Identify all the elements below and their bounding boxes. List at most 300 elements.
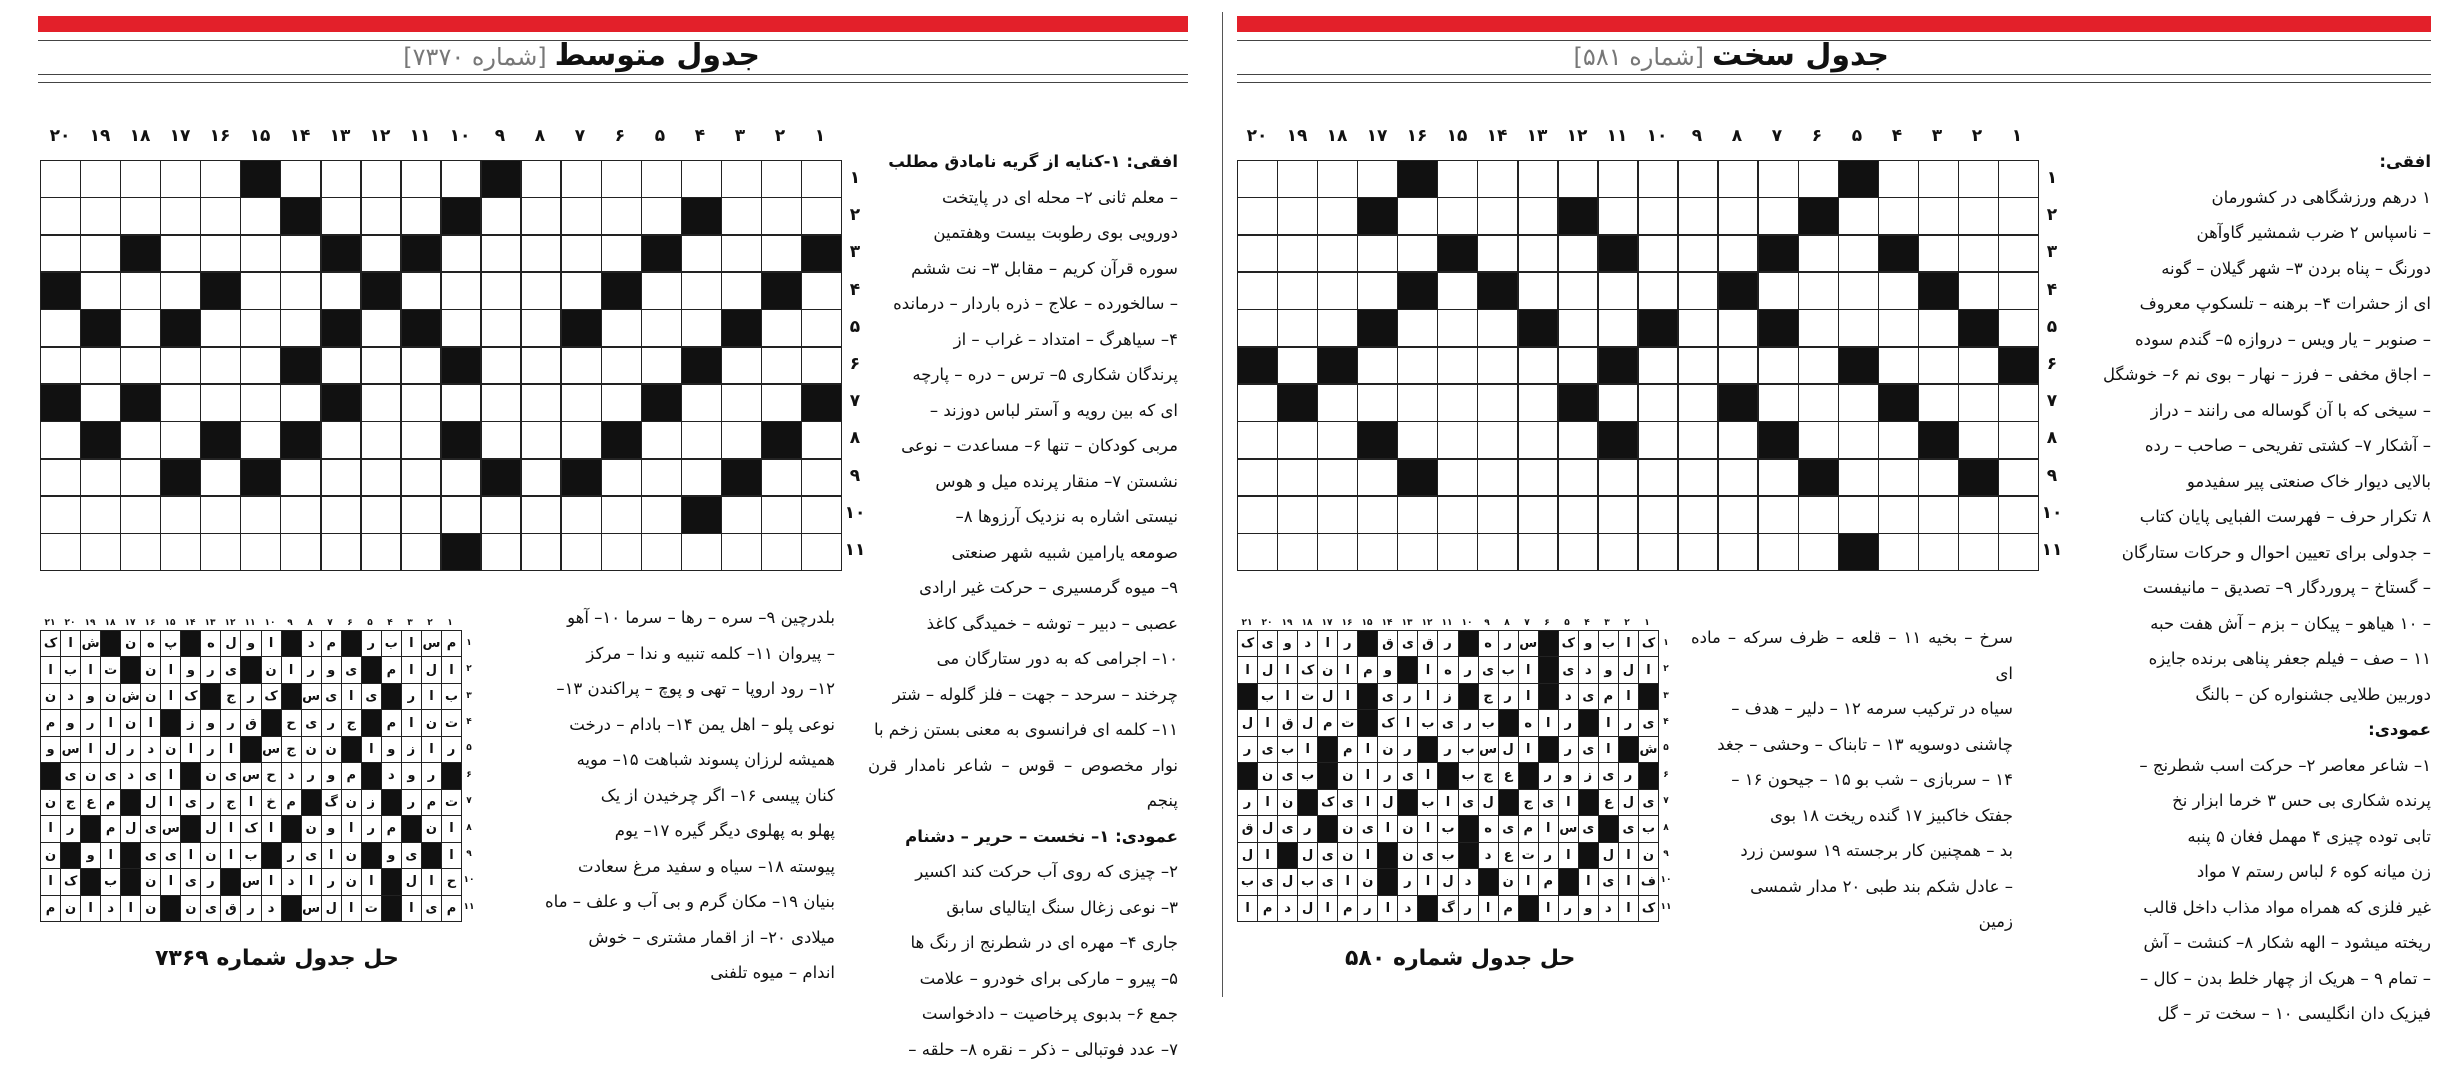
blank-cell[interactable] (1438, 273, 1477, 309)
blank-cell[interactable] (1318, 534, 1357, 570)
blank-cell[interactable] (201, 497, 240, 533)
blank-cell[interactable] (802, 497, 841, 533)
blank-cell[interactable] (201, 236, 240, 272)
blank-cell[interactable] (1879, 161, 1918, 197)
blank-cell[interactable] (802, 310, 841, 346)
blank-cell[interactable] (562, 161, 601, 197)
blank-cell[interactable] (161, 161, 200, 197)
blank-cell[interactable] (1799, 385, 1838, 421)
blank-cell[interactable] (1799, 161, 1838, 197)
blank-cell[interactable] (161, 497, 200, 533)
blank-cell[interactable] (161, 385, 200, 421)
blank-cell[interactable] (482, 198, 521, 234)
blank-cell[interactable] (1759, 348, 1798, 384)
blank-cell[interactable] (1398, 198, 1437, 234)
blank-cell[interactable] (1879, 273, 1918, 309)
blank-cell[interactable] (241, 310, 280, 346)
blank-cell[interactable] (362, 310, 401, 346)
blank-cell[interactable] (1238, 236, 1277, 272)
blank-cell[interactable] (802, 422, 841, 458)
blank-cell[interactable] (1278, 198, 1317, 234)
blank-cell[interactable] (602, 534, 641, 570)
blank-cell[interactable] (1278, 497, 1317, 533)
blank-cell[interactable] (1478, 534, 1517, 570)
blank-cell[interactable] (682, 385, 721, 421)
blank-cell[interactable] (1759, 161, 1798, 197)
blank-cell[interactable] (802, 161, 841, 197)
blank-cell[interactable] (1919, 198, 1958, 234)
blank-cell[interactable] (1679, 422, 1718, 458)
blank-cell[interactable] (482, 497, 521, 533)
blank-cell[interactable] (602, 161, 641, 197)
blank-cell[interactable] (41, 348, 80, 384)
blank-cell[interactable] (161, 198, 200, 234)
blank-cell[interactable] (81, 497, 120, 533)
blank-cell[interactable] (161, 534, 200, 570)
blank-cell[interactable] (1519, 460, 1558, 496)
blank-cell[interactable] (762, 236, 801, 272)
blank-cell[interactable] (241, 385, 280, 421)
blank-cell[interactable] (1639, 422, 1678, 458)
blank-cell[interactable] (362, 534, 401, 570)
blank-cell[interactable] (1999, 273, 2038, 309)
blank-cell[interactable] (482, 348, 521, 384)
blank-cell[interactable] (121, 310, 160, 346)
blank-cell[interactable] (41, 497, 80, 533)
blank-cell[interactable] (1719, 236, 1758, 272)
blank-cell[interactable] (1959, 422, 1998, 458)
blank-cell[interactable] (1438, 161, 1477, 197)
blank-cell[interactable] (1959, 273, 1998, 309)
blank-cell[interactable] (81, 273, 120, 309)
blank-cell[interactable] (241, 273, 280, 309)
blank-cell[interactable] (442, 385, 481, 421)
blank-cell[interactable] (241, 534, 280, 570)
blank-cell[interactable] (1519, 385, 1558, 421)
blank-cell[interactable] (1679, 348, 1718, 384)
blank-cell[interactable] (1318, 310, 1357, 346)
blank-cell[interactable] (362, 236, 401, 272)
blank-cell[interactable] (522, 422, 561, 458)
blank-cell[interactable] (1759, 273, 1798, 309)
blank-cell[interactable] (402, 198, 441, 234)
blank-cell[interactable] (1639, 348, 1678, 384)
blank-cell[interactable] (1238, 310, 1277, 346)
blank-cell[interactable] (322, 198, 361, 234)
blank-cell[interactable] (1398, 348, 1437, 384)
blank-cell[interactable] (1759, 497, 1798, 533)
blank-cell[interactable] (201, 385, 240, 421)
blank-cell[interactable] (1318, 198, 1357, 234)
blank-cell[interactable] (682, 161, 721, 197)
blank-cell[interactable] (402, 422, 441, 458)
blank-cell[interactable] (1278, 273, 1317, 309)
blank-cell[interactable] (562, 348, 601, 384)
blank-cell[interactable] (1358, 348, 1397, 384)
blank-cell[interactable] (322, 534, 361, 570)
blank-cell[interactable] (642, 422, 681, 458)
blank-cell[interactable] (1799, 310, 1838, 346)
blank-cell[interactable] (281, 310, 320, 346)
blank-cell[interactable] (121, 198, 160, 234)
blank-cell[interactable] (642, 348, 681, 384)
blank-cell[interactable] (1879, 310, 1918, 346)
blank-cell[interactable] (722, 161, 761, 197)
blank-cell[interactable] (201, 310, 240, 346)
blank-cell[interactable] (802, 348, 841, 384)
blank-cell[interactable] (762, 460, 801, 496)
blank-cell[interactable] (482, 385, 521, 421)
blank-cell[interactable] (241, 348, 280, 384)
blank-cell[interactable] (1478, 161, 1517, 197)
blank-cell[interactable] (522, 460, 561, 496)
blank-cell[interactable] (682, 534, 721, 570)
blank-cell[interactable] (1599, 385, 1638, 421)
blank-cell[interactable] (1318, 273, 1357, 309)
blank-cell[interactable] (1919, 460, 1958, 496)
blank-cell[interactable] (281, 161, 320, 197)
blank-cell[interactable] (522, 534, 561, 570)
blank-cell[interactable] (1559, 161, 1598, 197)
blank-cell[interactable] (1719, 497, 1758, 533)
blank-cell[interactable] (1679, 385, 1718, 421)
blank-cell[interactable] (1478, 497, 1517, 533)
blank-cell[interactable] (1639, 161, 1678, 197)
blank-cell[interactable] (1358, 236, 1397, 272)
blank-cell[interactable] (802, 534, 841, 570)
blank-cell[interactable] (1559, 534, 1598, 570)
blank-cell[interactable] (281, 497, 320, 533)
blank-cell[interactable] (642, 198, 681, 234)
blank-cell[interactable] (1679, 273, 1718, 309)
blank-cell[interactable] (602, 460, 641, 496)
blank-cell[interactable] (1358, 460, 1397, 496)
blank-cell[interactable] (1238, 198, 1277, 234)
blank-cell[interactable] (362, 198, 401, 234)
blank-cell[interactable] (1999, 422, 2038, 458)
blank-cell[interactable] (241, 198, 280, 234)
blank-cell[interactable] (1839, 198, 1878, 234)
blank-cell[interactable] (722, 273, 761, 309)
blank-cell[interactable] (482, 534, 521, 570)
blank-cell[interactable] (1438, 534, 1477, 570)
blank-cell[interactable] (1478, 310, 1517, 346)
blank-cell[interactable] (1639, 236, 1678, 272)
blank-cell[interactable] (1238, 497, 1277, 533)
blank-cell[interactable] (322, 422, 361, 458)
blank-cell[interactable] (1719, 161, 1758, 197)
blank-cell[interactable] (1398, 497, 1437, 533)
blank-cell[interactable] (1599, 198, 1638, 234)
blank-cell[interactable] (322, 273, 361, 309)
blank-cell[interactable] (281, 460, 320, 496)
blank-cell[interactable] (1278, 348, 1317, 384)
blank-cell[interactable] (1679, 236, 1718, 272)
blank-cell[interactable] (1919, 310, 1958, 346)
blank-cell[interactable] (1879, 422, 1918, 458)
blank-cell[interactable] (1679, 161, 1718, 197)
blank-cell[interactable] (1358, 534, 1397, 570)
blank-cell[interactable] (402, 534, 441, 570)
blank-cell[interactable] (1839, 236, 1878, 272)
blank-cell[interactable] (1238, 385, 1277, 421)
blank-cell[interactable] (1559, 310, 1598, 346)
blank-cell[interactable] (402, 385, 441, 421)
blank-cell[interactable] (1919, 348, 1958, 384)
blank-cell[interactable] (682, 422, 721, 458)
blank-cell[interactable] (1999, 198, 2038, 234)
blank-cell[interactable] (41, 460, 80, 496)
blank-cell[interactable] (522, 236, 561, 272)
blank-cell[interactable] (281, 534, 320, 570)
blank-cell[interactable] (482, 310, 521, 346)
blank-cell[interactable] (722, 348, 761, 384)
blank-cell[interactable] (1719, 460, 1758, 496)
blank-cell[interactable] (1959, 497, 1998, 533)
blank-cell[interactable] (1599, 273, 1638, 309)
blank-cell[interactable] (1559, 236, 1598, 272)
blank-cell[interactable] (402, 497, 441, 533)
blank-cell[interactable] (522, 161, 561, 197)
blank-cell[interactable] (201, 161, 240, 197)
blank-cell[interactable] (1839, 497, 1878, 533)
blank-cell[interactable] (1999, 460, 2038, 496)
blank-cell[interactable] (602, 310, 641, 346)
blank-cell[interactable] (1318, 161, 1357, 197)
blank-cell[interactable] (722, 236, 761, 272)
blank-cell[interactable] (41, 198, 80, 234)
blank-cell[interactable] (241, 236, 280, 272)
blank-cell[interactable] (722, 534, 761, 570)
blank-cell[interactable] (1639, 273, 1678, 309)
blank-cell[interactable] (1438, 310, 1477, 346)
blank-cell[interactable] (642, 273, 681, 309)
blank-cell[interactable] (1679, 198, 1718, 234)
blank-cell[interactable] (362, 497, 401, 533)
blank-cell[interactable] (522, 348, 561, 384)
blank-cell[interactable] (642, 460, 681, 496)
blank-cell[interactable] (1639, 198, 1678, 234)
blank-cell[interactable] (402, 273, 441, 309)
blank-cell[interactable] (121, 497, 160, 533)
blank-cell[interactable] (1559, 460, 1598, 496)
blank-cell[interactable] (1999, 497, 2038, 533)
blank-cell[interactable] (1799, 497, 1838, 533)
blank-cell[interactable] (1799, 236, 1838, 272)
blank-cell[interactable] (1519, 273, 1558, 309)
blank-cell[interactable] (1438, 385, 1477, 421)
blank-cell[interactable] (1719, 310, 1758, 346)
blank-cell[interactable] (522, 310, 561, 346)
blank-cell[interactable] (1318, 497, 1357, 533)
blank-cell[interactable] (602, 385, 641, 421)
blank-cell[interactable] (1639, 497, 1678, 533)
blank-cell[interactable] (362, 460, 401, 496)
blank-cell[interactable] (1599, 460, 1638, 496)
blank-cell[interactable] (1799, 348, 1838, 384)
blank-cell[interactable] (482, 236, 521, 272)
blank-cell[interactable] (1999, 310, 2038, 346)
blank-cell[interactable] (121, 534, 160, 570)
blank-cell[interactable] (1278, 161, 1317, 197)
blank-cell[interactable] (1879, 497, 1918, 533)
blank-cell[interactable] (1959, 348, 1998, 384)
blank-cell[interactable] (362, 348, 401, 384)
blank-cell[interactable] (41, 534, 80, 570)
blank-cell[interactable] (602, 497, 641, 533)
blank-cell[interactable] (1438, 348, 1477, 384)
blank-cell[interactable] (1959, 534, 1998, 570)
blank-cell[interactable] (1358, 385, 1397, 421)
blank-cell[interactable] (1999, 161, 2038, 197)
blank-cell[interactable] (322, 497, 361, 533)
blank-cell[interactable] (81, 161, 120, 197)
blank-cell[interactable] (402, 161, 441, 197)
blank-cell[interactable] (1478, 385, 1517, 421)
blank-cell[interactable] (1639, 460, 1678, 496)
blank-cell[interactable] (1438, 497, 1477, 533)
blank-cell[interactable] (1679, 497, 1718, 533)
blank-cell[interactable] (1599, 310, 1638, 346)
blank-cell[interactable] (402, 348, 441, 384)
blank-cell[interactable] (121, 161, 160, 197)
blank-cell[interactable] (1599, 497, 1638, 533)
blank-cell[interactable] (1839, 273, 1878, 309)
blank-cell[interactable] (1759, 198, 1798, 234)
blank-cell[interactable] (762, 198, 801, 234)
blank-cell[interactable] (682, 310, 721, 346)
blank-cell[interactable] (1278, 422, 1317, 458)
blank-cell[interactable] (1679, 534, 1718, 570)
blank-cell[interactable] (1398, 422, 1437, 458)
blank-cell[interactable] (81, 198, 120, 234)
blank-cell[interactable] (1238, 161, 1277, 197)
blank-cell[interactable] (201, 348, 240, 384)
blank-cell[interactable] (1679, 310, 1718, 346)
blank-cell[interactable] (1879, 198, 1918, 234)
blank-cell[interactable] (121, 348, 160, 384)
blank-cell[interactable] (81, 385, 120, 421)
blank-cell[interactable] (81, 236, 120, 272)
blank-cell[interactable] (442, 460, 481, 496)
blank-cell[interactable] (522, 273, 561, 309)
blank-cell[interactable] (1559, 273, 1598, 309)
blank-cell[interactable] (281, 385, 320, 421)
blank-cell[interactable] (1999, 534, 2038, 570)
blank-cell[interactable] (802, 460, 841, 496)
blank-cell[interactable] (442, 497, 481, 533)
blank-cell[interactable] (762, 497, 801, 533)
blank-cell[interactable] (1398, 385, 1437, 421)
blank-cell[interactable] (762, 310, 801, 346)
blank-cell[interactable] (1879, 460, 1918, 496)
blank-cell[interactable] (161, 422, 200, 458)
blank-cell[interactable] (1278, 310, 1317, 346)
blank-cell[interactable] (1799, 273, 1838, 309)
blank-cell[interactable] (1999, 385, 2038, 421)
blank-cell[interactable] (1879, 534, 1918, 570)
blank-cell[interactable] (1839, 460, 1878, 496)
blank-cell[interactable] (482, 422, 521, 458)
blank-cell[interactable] (1959, 385, 1998, 421)
blank-cell[interactable] (642, 310, 681, 346)
blank-cell[interactable] (161, 348, 200, 384)
blank-cell[interactable] (522, 198, 561, 234)
blank-cell[interactable] (1238, 273, 1277, 309)
blank-cell[interactable] (1519, 236, 1558, 272)
blank-cell[interactable] (682, 273, 721, 309)
blank-cell[interactable] (442, 310, 481, 346)
blank-cell[interactable] (602, 236, 641, 272)
blank-cell[interactable] (1919, 161, 1958, 197)
blank-cell[interactable] (362, 385, 401, 421)
blank-cell[interactable] (1478, 460, 1517, 496)
blank-cell[interactable] (1679, 460, 1718, 496)
blank-cell[interactable] (81, 534, 120, 570)
blank-cell[interactable] (1919, 534, 1958, 570)
blank-cell[interactable] (442, 236, 481, 272)
blank-cell[interactable] (1519, 161, 1558, 197)
blank-cell[interactable] (1278, 534, 1317, 570)
blank-cell[interactable] (722, 385, 761, 421)
blank-cell[interactable] (1719, 534, 1758, 570)
blank-cell[interactable] (1478, 422, 1517, 458)
blank-cell[interactable] (322, 348, 361, 384)
blank-cell[interactable] (1959, 161, 1998, 197)
blank-cell[interactable] (281, 236, 320, 272)
blank-cell[interactable] (1519, 534, 1558, 570)
blank-cell[interactable] (562, 422, 601, 458)
blank-cell[interactable] (1318, 385, 1357, 421)
blank-cell[interactable] (1438, 198, 1477, 234)
blank-cell[interactable] (522, 497, 561, 533)
blank-cell[interactable] (722, 422, 761, 458)
blank-cell[interactable] (802, 198, 841, 234)
blank-cell[interactable] (161, 236, 200, 272)
blank-cell[interactable] (1519, 497, 1558, 533)
blank-cell[interactable] (41, 422, 80, 458)
blank-cell[interactable] (642, 497, 681, 533)
blank-cell[interactable] (1358, 497, 1397, 533)
blank-cell[interactable] (121, 273, 160, 309)
blank-cell[interactable] (1478, 348, 1517, 384)
blank-cell[interactable] (1799, 534, 1838, 570)
blank-cell[interactable] (1599, 534, 1638, 570)
blank-cell[interactable] (1519, 348, 1558, 384)
blank-cell[interactable] (1839, 385, 1878, 421)
blank-cell[interactable] (1278, 236, 1317, 272)
blank-cell[interactable] (1719, 348, 1758, 384)
blank-cell[interactable] (1839, 422, 1878, 458)
blank-cell[interactable] (1719, 422, 1758, 458)
blank-cell[interactable] (1759, 385, 1798, 421)
blank-cell[interactable] (562, 497, 601, 533)
blank-cell[interactable] (322, 161, 361, 197)
blank-cell[interactable] (402, 460, 441, 496)
blank-cell[interactable] (121, 460, 160, 496)
blank-cell[interactable] (762, 534, 801, 570)
blank-cell[interactable] (1559, 348, 1598, 384)
blank-cell[interactable] (1438, 422, 1477, 458)
blank-cell[interactable] (1799, 422, 1838, 458)
blank-cell[interactable] (1879, 348, 1918, 384)
blank-cell[interactable] (362, 161, 401, 197)
blank-cell[interactable] (241, 497, 280, 533)
blank-cell[interactable] (562, 198, 601, 234)
blank-cell[interactable] (362, 422, 401, 458)
blank-cell[interactable] (522, 385, 561, 421)
blank-cell[interactable] (241, 422, 280, 458)
